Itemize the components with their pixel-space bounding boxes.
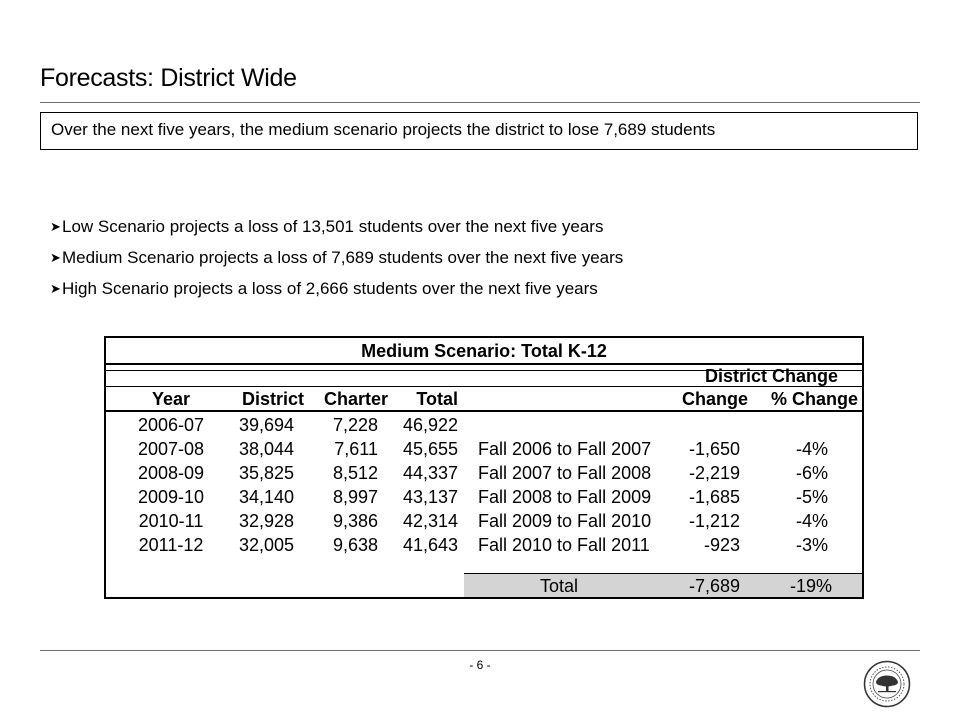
cell-charter: 7,228 [332,415,378,435]
table-divider [106,410,862,412]
cell-pct: -3% [795,535,828,555]
header-total: Total [416,389,458,409]
cell-change: -2,219 [688,463,740,483]
cell-charter: 9,638 [332,535,378,555]
cell-year: 2007-08 [137,439,205,459]
cell-total: 43,137 [402,487,458,507]
cell-district: 32,928 [238,511,294,531]
cell-year: 2008-09 [137,463,205,483]
bullet-medium-scenario [50,246,623,277]
cell-period: Fall 2007 to Fall 2008 [478,463,652,483]
total-label: Total [539,576,579,596]
bullet-high-scenario [50,277,623,308]
cell-change: -1,685 [688,487,740,507]
table-divider [106,386,862,387]
slide-title: Forecasts: District Wide [40,64,297,92]
bullet-text: Low Scenario projects a loss of 13,501 students over the next five years [62,217,604,236]
enrollment-table [104,336,864,599]
cell-charter: 8,997 [332,487,378,507]
cell-period: Fall 2008 to Fall 2009 [478,487,652,507]
page-number: - 6 - [469,658,491,672]
cell-change: -1,650 [688,439,740,459]
cell-year: 2009-10 [137,487,205,507]
cell-period: Fall 2006 to Fall 2007 [478,439,652,459]
bullet-text: Medium Scenario projects a loss of 7,689 students over the next five years [62,248,624,267]
cell-district: 39,694 [238,415,294,435]
cell-pct: -6% [795,463,828,483]
bullet-list [50,215,623,308]
arrow-bullet-icon: ➤ [50,281,61,296]
summary-box: Over the next five years, the medium scenario projects the district to lose 7,689 students [40,112,918,150]
header-pct-change: % Change [770,389,858,409]
cell-pct: -4% [795,511,828,531]
arrow-bullet-icon: ➤ [50,250,61,265]
cell-change: -1,212 [688,511,740,531]
header-change: Change [681,389,748,409]
cell-period: Fall 2009 to Fall 2010 [478,511,652,531]
group-header-district-change: District Change [704,366,838,386]
total-pct: -19% [789,576,832,596]
cell-change: -923 [703,535,740,555]
cell-total: 45,655 [402,439,458,459]
table-title: Medium Scenario: Total K-12 [361,341,607,361]
header-year: Year [151,389,191,409]
cell-charter: 7,611 [334,439,378,459]
cell-total: 44,337 [402,463,458,483]
cell-pct: -4% [795,439,828,459]
cell-year: 2006-07 [137,415,205,435]
title-divider [40,102,920,103]
cell-pct: -5% [795,487,828,507]
cell-year: 2011-12 [138,535,204,555]
arrow-bullet-icon: ➤ [50,219,61,234]
bullet-low-scenario [50,215,623,246]
cell-district: 34,140 [238,487,294,507]
cell-district: 38,044 [238,439,294,459]
header-district: District [241,389,304,409]
district-seal-icon [863,660,911,708]
cell-charter: 8,512 [332,463,378,483]
cell-charter: 9,386 [332,511,378,531]
cell-total: 46,922 [402,415,458,435]
cell-period: Fall 2010 to Fall 2011 [478,535,650,555]
cell-total: 41,643 [402,535,458,555]
total-change: -7,689 [688,576,740,596]
header-charter: Charter [323,389,388,409]
table-divider [464,573,862,574]
cell-year: 2010-11 [138,511,204,531]
footer-divider [40,650,920,651]
cell-district: 35,825 [238,463,294,483]
cell-district: 32,005 [238,535,294,555]
cell-total: 42,314 [402,511,458,531]
bullet-text: High Scenario projects a loss of 2,666 students over the next five years [62,279,598,298]
